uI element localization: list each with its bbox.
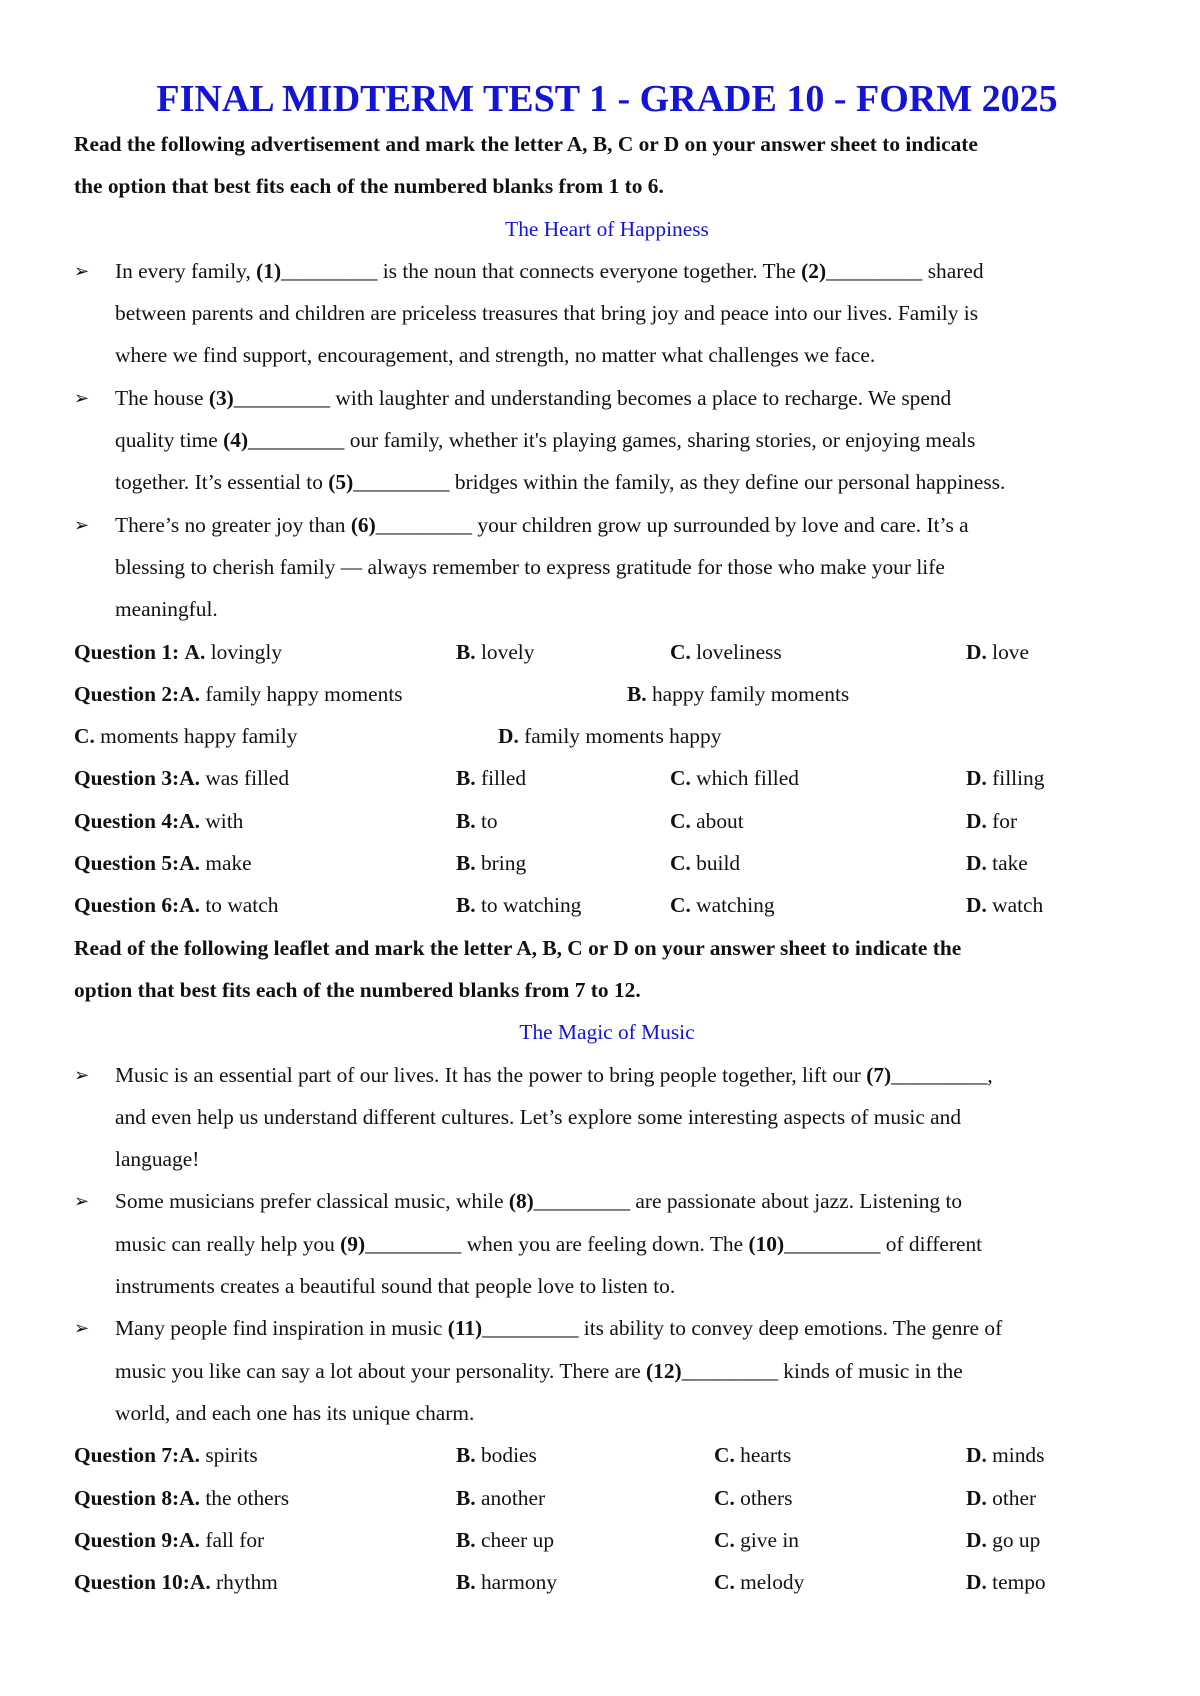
blank-7: (7) [866,1062,892,1087]
option-b[interactable]: lovely [480,639,535,664]
question-label: Question 8: [74,1485,180,1510]
option-b[interactable]: harmony [480,1570,558,1595]
blank-9: (9) [340,1231,366,1256]
option-d[interactable]: other [992,1485,1037,1510]
option-b[interactable]: bodies [480,1443,537,1468]
option-b[interactable]: bring [480,851,527,876]
question-label: Question 5: [74,851,180,876]
question-row: C. moments happy family D. family moments happy [74,724,722,749]
option-a[interactable]: family happy moments [205,681,403,706]
option-a[interactable]: make [205,851,252,876]
option-a[interactable]: the others [205,1485,290,1510]
option-c[interactable]: hearts [740,1443,792,1468]
passage-heading-2: The Magic of Music [519,1020,695,1045]
option-b[interactable]: another [480,1485,546,1510]
option-d[interactable]: love [992,639,1029,664]
option-d[interactable]: minds [992,1443,1045,1468]
question-row: Question 2:A. family happy moments B. happy family moments [74,681,850,706]
question-row: Question 10:A. rhythm B. harmony C. melody D. tempo [74,1570,1046,1595]
blank-2: (2) [801,258,827,283]
option-d[interactable]: go up [992,1527,1041,1552]
option-d[interactable]: take [992,851,1028,876]
bullet-arrow-icon: ➢ [74,1064,90,1085]
option-a[interactable]: to watch [205,893,279,918]
instruction-2: Read of the following leaflet and mark the letter A, B, C or D on your answer sheet to indicate the option that best fits each of the numbered blanks from 7 to 12. [74,935,962,1002]
passage-heading-1: The Heart of Happiness [505,216,709,241]
blank-6: (6) [350,512,376,537]
option-c[interactable]: watching [696,893,775,918]
blank-11: (11) [447,1316,483,1341]
section-1 [74,123,1140,927]
blank-3: (3) [208,385,234,410]
section-2 [74,927,1140,1604]
option-a[interactable]: spirits [205,1443,258,1468]
option-c[interactable]: build [696,851,741,876]
bullet-arrow-icon: ➢ [74,1191,90,1212]
paragraph-1-2: ➢ The house (3)_________ with laughter and understanding becomes a place to recharge. We spend quality time (4)_________ our family, whether it's playing games, sharing stories, or enjoying meals together. It’s essential to (5)_________ bridges within the family, as they define our personal happiness. [74,377,1140,504]
question-label: Question 10: [74,1570,190,1595]
question-label: Question 4: [74,808,180,833]
option-a[interactable]: lovingly [210,639,283,664]
blank-12: (12) [646,1358,682,1383]
paragraph-1-3: ➢ There’s no greater joy than (6)_________ your children grow up surrounded by love and care. It’s a blessing to cherish family — always remember to express gratitude for those who make your life meaningful. [74,504,1140,631]
option-d[interactable]: filling [992,766,1045,791]
instruction-1: Read the following advertisement and mark the letter A, B, C or D on your answer sheet to indicate the option that best fits each of the numbered blanks from 1 to 6. [74,132,978,199]
bullet-arrow-icon: ➢ [74,514,90,535]
question-label: Question 2: [74,681,180,706]
blank-10: (10) [748,1231,785,1256]
bullet-arrow-icon: ➢ [74,1318,90,1339]
question-row: Question 4:A. with B. to C. about D. for [74,808,1018,833]
option-b[interactable]: to [480,808,498,833]
page-title: FINAL MIDTERM TEST 1 - GRADE 10 - FORM 2025 [156,78,1058,120]
option-d[interactable]: for [992,808,1018,833]
blank-8: (8) [508,1189,534,1214]
question-label: Question 6: [74,893,180,918]
option-a[interactable]: was filled [205,766,290,791]
question-row: Question 1: A. lovingly B. lovely C. loveliness D. love [74,639,1029,664]
option-a[interactable]: rhythm [216,1570,278,1595]
question-row: Question 9:A. fall for B. cheer up C. give in D. go up [74,1527,1041,1552]
option-a[interactable]: fall for [205,1527,265,1552]
question-label: Question 1: [74,639,180,664]
option-b[interactable]: cheer up [480,1527,555,1552]
option-b[interactable]: happy family moments [651,681,850,706]
option-c[interactable]: give in [740,1527,799,1552]
option-d[interactable]: family moments happy [524,724,722,749]
paragraph-2-3: ➢ Many people find inspiration in music (11)_________ its ability to convey deep emotions. The genre of music you like can say a lot about your personality. There are (12)_________ kinds of music in the world, and each one has its unique charm. [74,1307,1140,1434]
option-a[interactable]: with [205,808,244,833]
question-row: Question 7:A. spirits B. bodies C. hearts D. minds [74,1443,1045,1468]
paragraph-1-1: ➢ In every family, (1)_________ is the noun that connects everyone together. The (2)_________ shared between parents and children are priceless treasures that bring joy and peace into our lives. Family is where we find support, encouragement, and strength, no matter what challenges we face. [74,250,1140,377]
question-label: Question 3: [74,766,180,791]
option-c[interactable]: moments happy family [100,724,298,749]
option-c[interactable]: which filled [696,766,799,791]
option-d[interactable]: watch [992,893,1044,918]
option-c[interactable]: others [740,1485,793,1510]
option-c[interactable]: loveliness [696,639,782,664]
question-label: Question 9: [74,1527,180,1552]
bullet-arrow-icon: ➢ [74,387,90,408]
option-b[interactable]: to watching [480,893,582,918]
option-b[interactable]: filled [480,766,527,791]
question-row: Question 3:A. was filled B. filled C. which filled D. filling [74,766,1045,791]
blank-5: (5) [328,470,354,495]
blank-1: (1) [256,258,282,283]
question-label: Question 7: [74,1443,180,1468]
option-d[interactable]: tempo [992,1570,1046,1595]
paragraph-2-2: ➢ Some musicians prefer classical music, while (8)_________ are passionate about jazz. Listening to music can really help you (9)_________ when you are feeling down. The (10)_________ of different instruments creates a beautiful sound that people love to listen to. [74,1180,1140,1307]
bullet-arrow-icon: ➢ [74,260,90,281]
option-c[interactable]: about [696,808,744,833]
blank-4: (4) [223,428,249,453]
question-row: Question 5:A. make B. bring C. build D. take [74,851,1028,876]
question-row: Question 8:A. the others B. another C. others D. other [74,1485,1037,1510]
paragraph-2-1: ➢ Music is an essential part of our lives. It has the power to bring people together, lift our (7)_________, and even help us understand different cultures. Let’s explore some interesting aspects of music and language! [74,1054,1140,1181]
option-c[interactable]: melody [740,1570,805,1595]
question-row: Question 6:A. to watch B. to watching C. watching D. watch [74,893,1044,918]
